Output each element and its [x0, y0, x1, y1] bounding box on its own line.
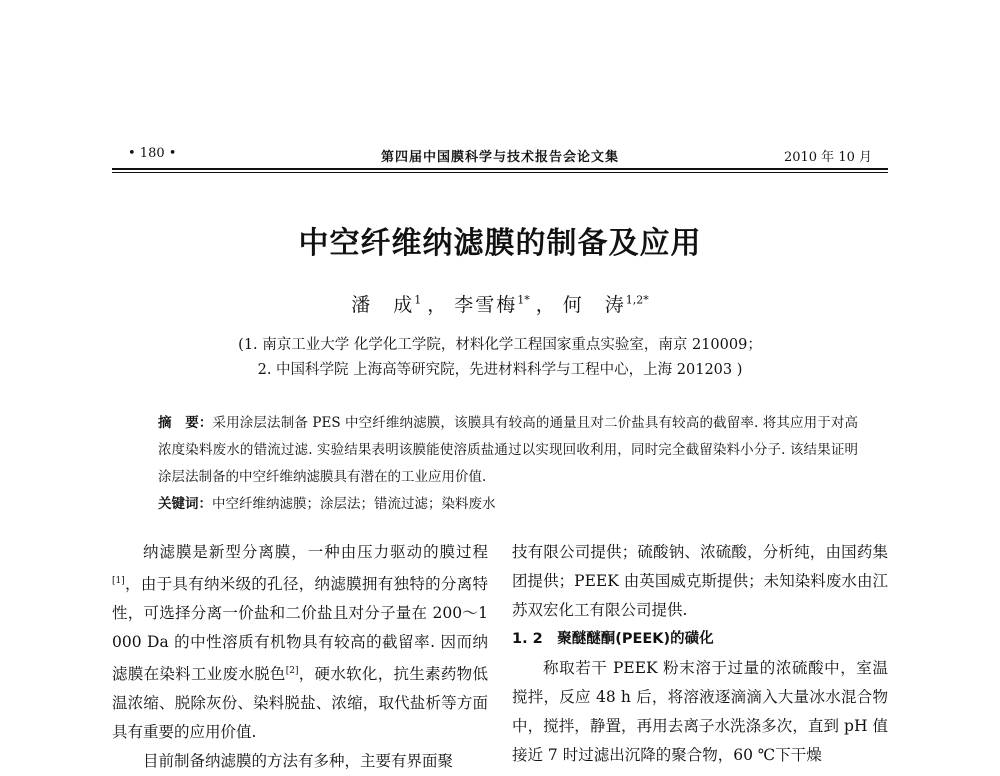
abstract — [158, 410, 858, 491]
issue-date: 2010 年 10 月 — [783, 150, 872, 165]
author-affil-mark: 1,2* — [625, 293, 649, 307]
paper-title: 中空纤维纳滤膜的制备及应用 — [298, 226, 702, 261]
header-rule-thick — [112, 168, 888, 170]
affiliation-2: 2. 中国科学院 上海高等研究院，先进材料科学与工程中心，上海 201203 ) — [257, 362, 743, 378]
keywords-text: 中空纤维纳滤膜；涂层法；错流过滤；染料废水 — [212, 496, 496, 512]
keywords-label: 关键词： — [158, 496, 212, 512]
citation-link[interactable]: [2] — [285, 666, 299, 677]
body-paragraph: 称取若干 PEEK 粉末溶于过量的浓硫酸中，室温搅拌，反应 48 h 后，将溶液逐滴滴入大量冰水混合物中，搅拌，静置，再用去离子水洗涤多次，直到 pH 值接近 7 时过滤出沉降的聚合物，60 ℃下干燥 — [512, 659, 888, 764]
keywords — [158, 491, 858, 518]
author-name: 李雪梅 — [454, 294, 518, 316]
left-column — [112, 538, 488, 776]
author-affil-mark: 1 — [414, 293, 422, 307]
author-line: 潘 成$^1$ ， 李雪梅$^{1*}$ ， 何 涛$^{1,2*}$ — [351, 293, 649, 316]
abstract-text: 采用涂层法制备 PES 中空纤维纳滤膜，该膜具有较高的通量且对二价盐具有较高的截留率. 将其应用于对高浓度染料废水的错流过滤. 实验结果表明该膜能使溶质盐通过以实现回收利用，同时完全截留染料小分子. 该结果证明涂层法制备的中空纤维纳滤膜具有潜在的工业应用价值. — [158, 415, 858, 485]
author-name: 何 涛 — [562, 294, 626, 316]
body-paragraph: 目前制备纳滤膜的方法有多种，主要有界面聚 — [143, 752, 454, 771]
abstract-label: 摘 要： — [158, 415, 213, 431]
running-header — [128, 146, 872, 168]
header-rule-thin — [112, 172, 888, 173]
journal-title: 第四届中国膜科学与技术报告会论文集 — [380, 150, 619, 165]
author-affil-mark: 1* — [517, 293, 530, 307]
body-paragraph: 纳滤膜是新型分离膜，一种由压力驱动的膜过程[1]，由于具有纳米级的孔径，纳滤膜拥有独特的分离特性，可选择分离一价盐和二价盐且对分子量在 200～1 000 Da 的中性溶质有机物具有较高的截留率. 因而纳滤膜在染料工业废水脱色[2]，硬水软化，抗生素药物低温浓缩、脱除灰份、染料脱盐、浓缩，取代盐析等方面具有重要的应用价值. — [112, 543, 488, 742]
page-number: • 180 • — [128, 146, 177, 161]
affiliation-1: (1. 南京工业大学 化学化工学院，材料化学工程国家重点实验室，南京 210009； — [238, 337, 762, 353]
author-name: 潘 成 — [351, 294, 415, 316]
section-heading: 1. 2 聚醚醚酮(PEEK)的磺化 — [512, 631, 714, 647]
citation-link[interactable]: [1] — [112, 576, 125, 586]
right-column — [512, 538, 888, 770]
body-paragraph: 技有限公司提供；硫酸钠、浓硫酸，分析纯，由国药集团提供；PEEK 由英国威克斯提供；未知染料废水由江苏双宏化工有限公司提供. — [512, 543, 888, 619]
